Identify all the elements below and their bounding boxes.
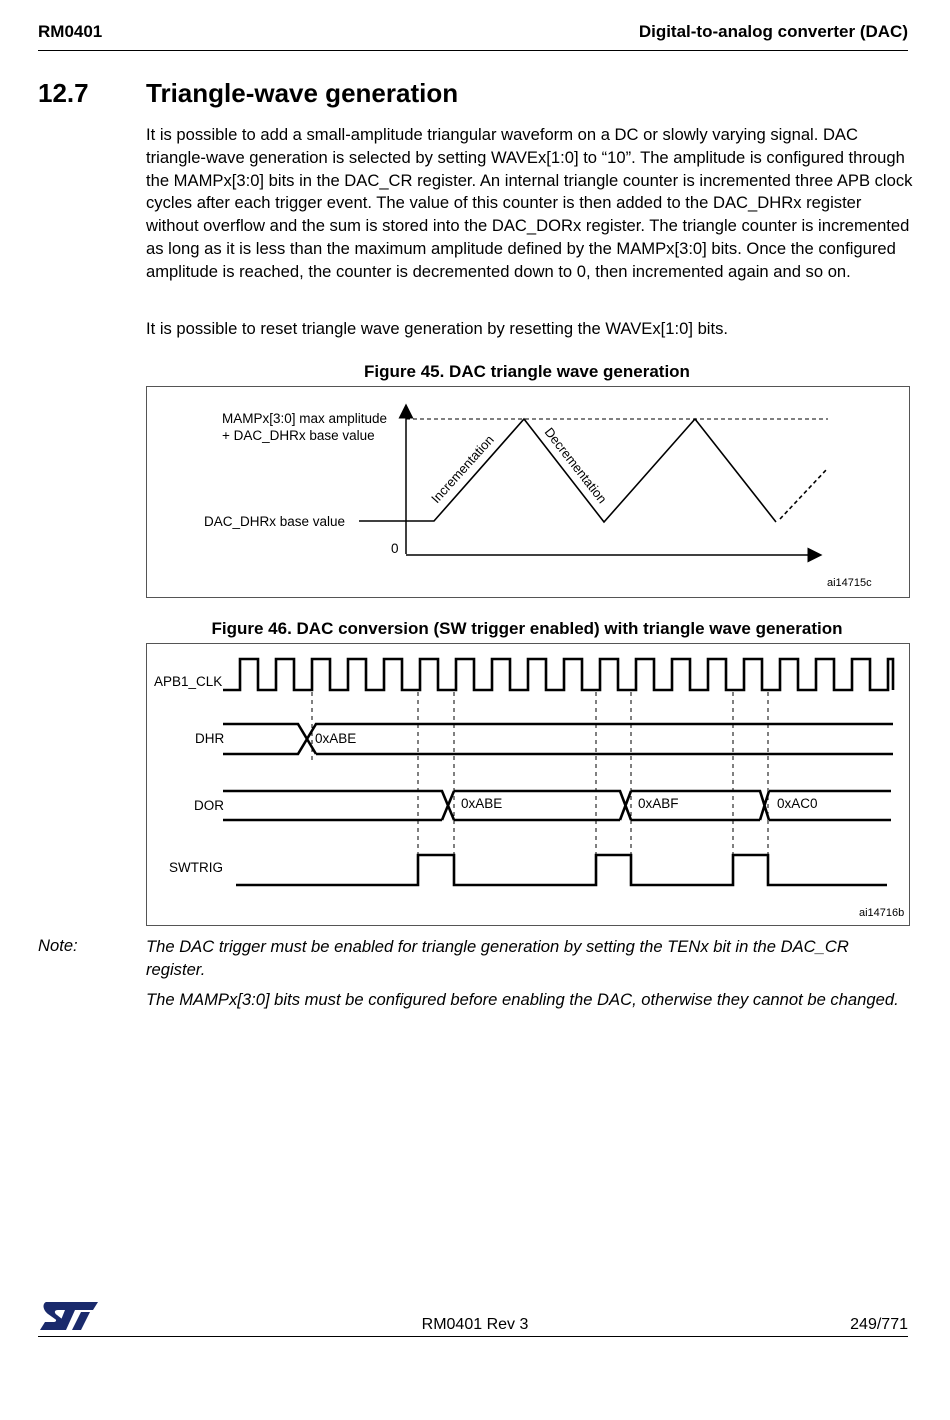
figure-45-box	[146, 386, 910, 598]
timing-diagram	[147, 644, 909, 925]
signal-label-dor: DOR	[194, 798, 224, 813]
note-label: Note:	[38, 936, 78, 955]
label-max-amplitude-2: + DAC_DHRx base value	[222, 428, 375, 443]
section-number: 12.7	[38, 78, 89, 108]
footer-page-number: 249/771	[850, 1316, 908, 1333]
body-paragraph-1: It is possible to add a small-amplitude triangular waveform on a DC or slowly varying signal. DAC triangle-wave generation is selected by setting WAVEx[1:0] to “10”. The amplitude is configured through the MAMPx[3:0] bits in the DAC_CR register. An internal triangle counter is incremented three APB clock cycles after each trigger event. The value of this counter is then added to the DAC_DHRx register without overflow and the sum is stored into the DAC_DORx register. The triangle counter is incremented as long as it is less than the maximum amplitude defined by the MAMPx[3:0] bits. Once the configured amplitude is reached, the counter is decremented down to 0, then incremented again and so on.	[146, 125, 913, 281]
dor-value-3: 0xAC0	[777, 796, 818, 811]
label-decrementation: Decrementation	[541, 424, 610, 507]
signal-label-dhr: DHR	[195, 731, 225, 746]
section-title: Triangle-wave generation	[146, 78, 459, 108]
signal-label-swtrig: SWTRIG	[169, 860, 223, 875]
header-divider	[38, 50, 908, 51]
timing-guides	[312, 692, 768, 855]
signal-label-clk: APB1_CLK	[154, 674, 223, 689]
label-max-amplitude-1: MAMPx[3:0] max amplitude	[222, 411, 388, 426]
dor-value-1: 0xABE	[461, 796, 503, 811]
header-doc-id: RM0401	[38, 22, 103, 41]
header-chapter-title: Digital-to-analog converter (DAC)	[638, 22, 908, 41]
swtrig-waveform	[236, 855, 887, 885]
note-1: The DAC trigger must be enabled for triangle generation by setting the TENx bit in the DAC_CR register.	[146, 937, 849, 979]
note-2: The MAMPx[3:0] bits must be configured before enabling the DAC, otherwise they cannot be changed.	[146, 990, 899, 1009]
dhr-value: 0xABE	[315, 731, 357, 746]
figure-45-caption: Figure 45. DAC triangle wave generation	[364, 362, 690, 381]
triangle-waveform	[359, 419, 776, 522]
figure-46-box	[146, 643, 910, 926]
body-paragraph-2: It is possible to reset triangle wave generation by resetting the WAVEx[1:0] bits.	[146, 319, 728, 338]
footer-divider	[38, 1336, 908, 1337]
figure-46-caption: Figure 46. DAC conversion (SW trigger enabled) with triangle wave generation	[211, 619, 843, 638]
label-zero: 0	[391, 541, 399, 556]
label-base-value: DAC_DHRx base value	[204, 514, 346, 529]
footer-revision: RM0401 Rev 3	[421, 1316, 529, 1333]
dor-value-2: 0xABF	[638, 796, 679, 811]
triangle-wave-diagram	[147, 387, 909, 597]
clock-waveform	[223, 659, 893, 690]
figure-45-id: ai14715c	[827, 577, 872, 589]
figure-46-id: ai14716b	[859, 907, 905, 919]
waveform-continuation	[780, 469, 827, 519]
label-incrementation: Incrementation	[428, 432, 497, 507]
